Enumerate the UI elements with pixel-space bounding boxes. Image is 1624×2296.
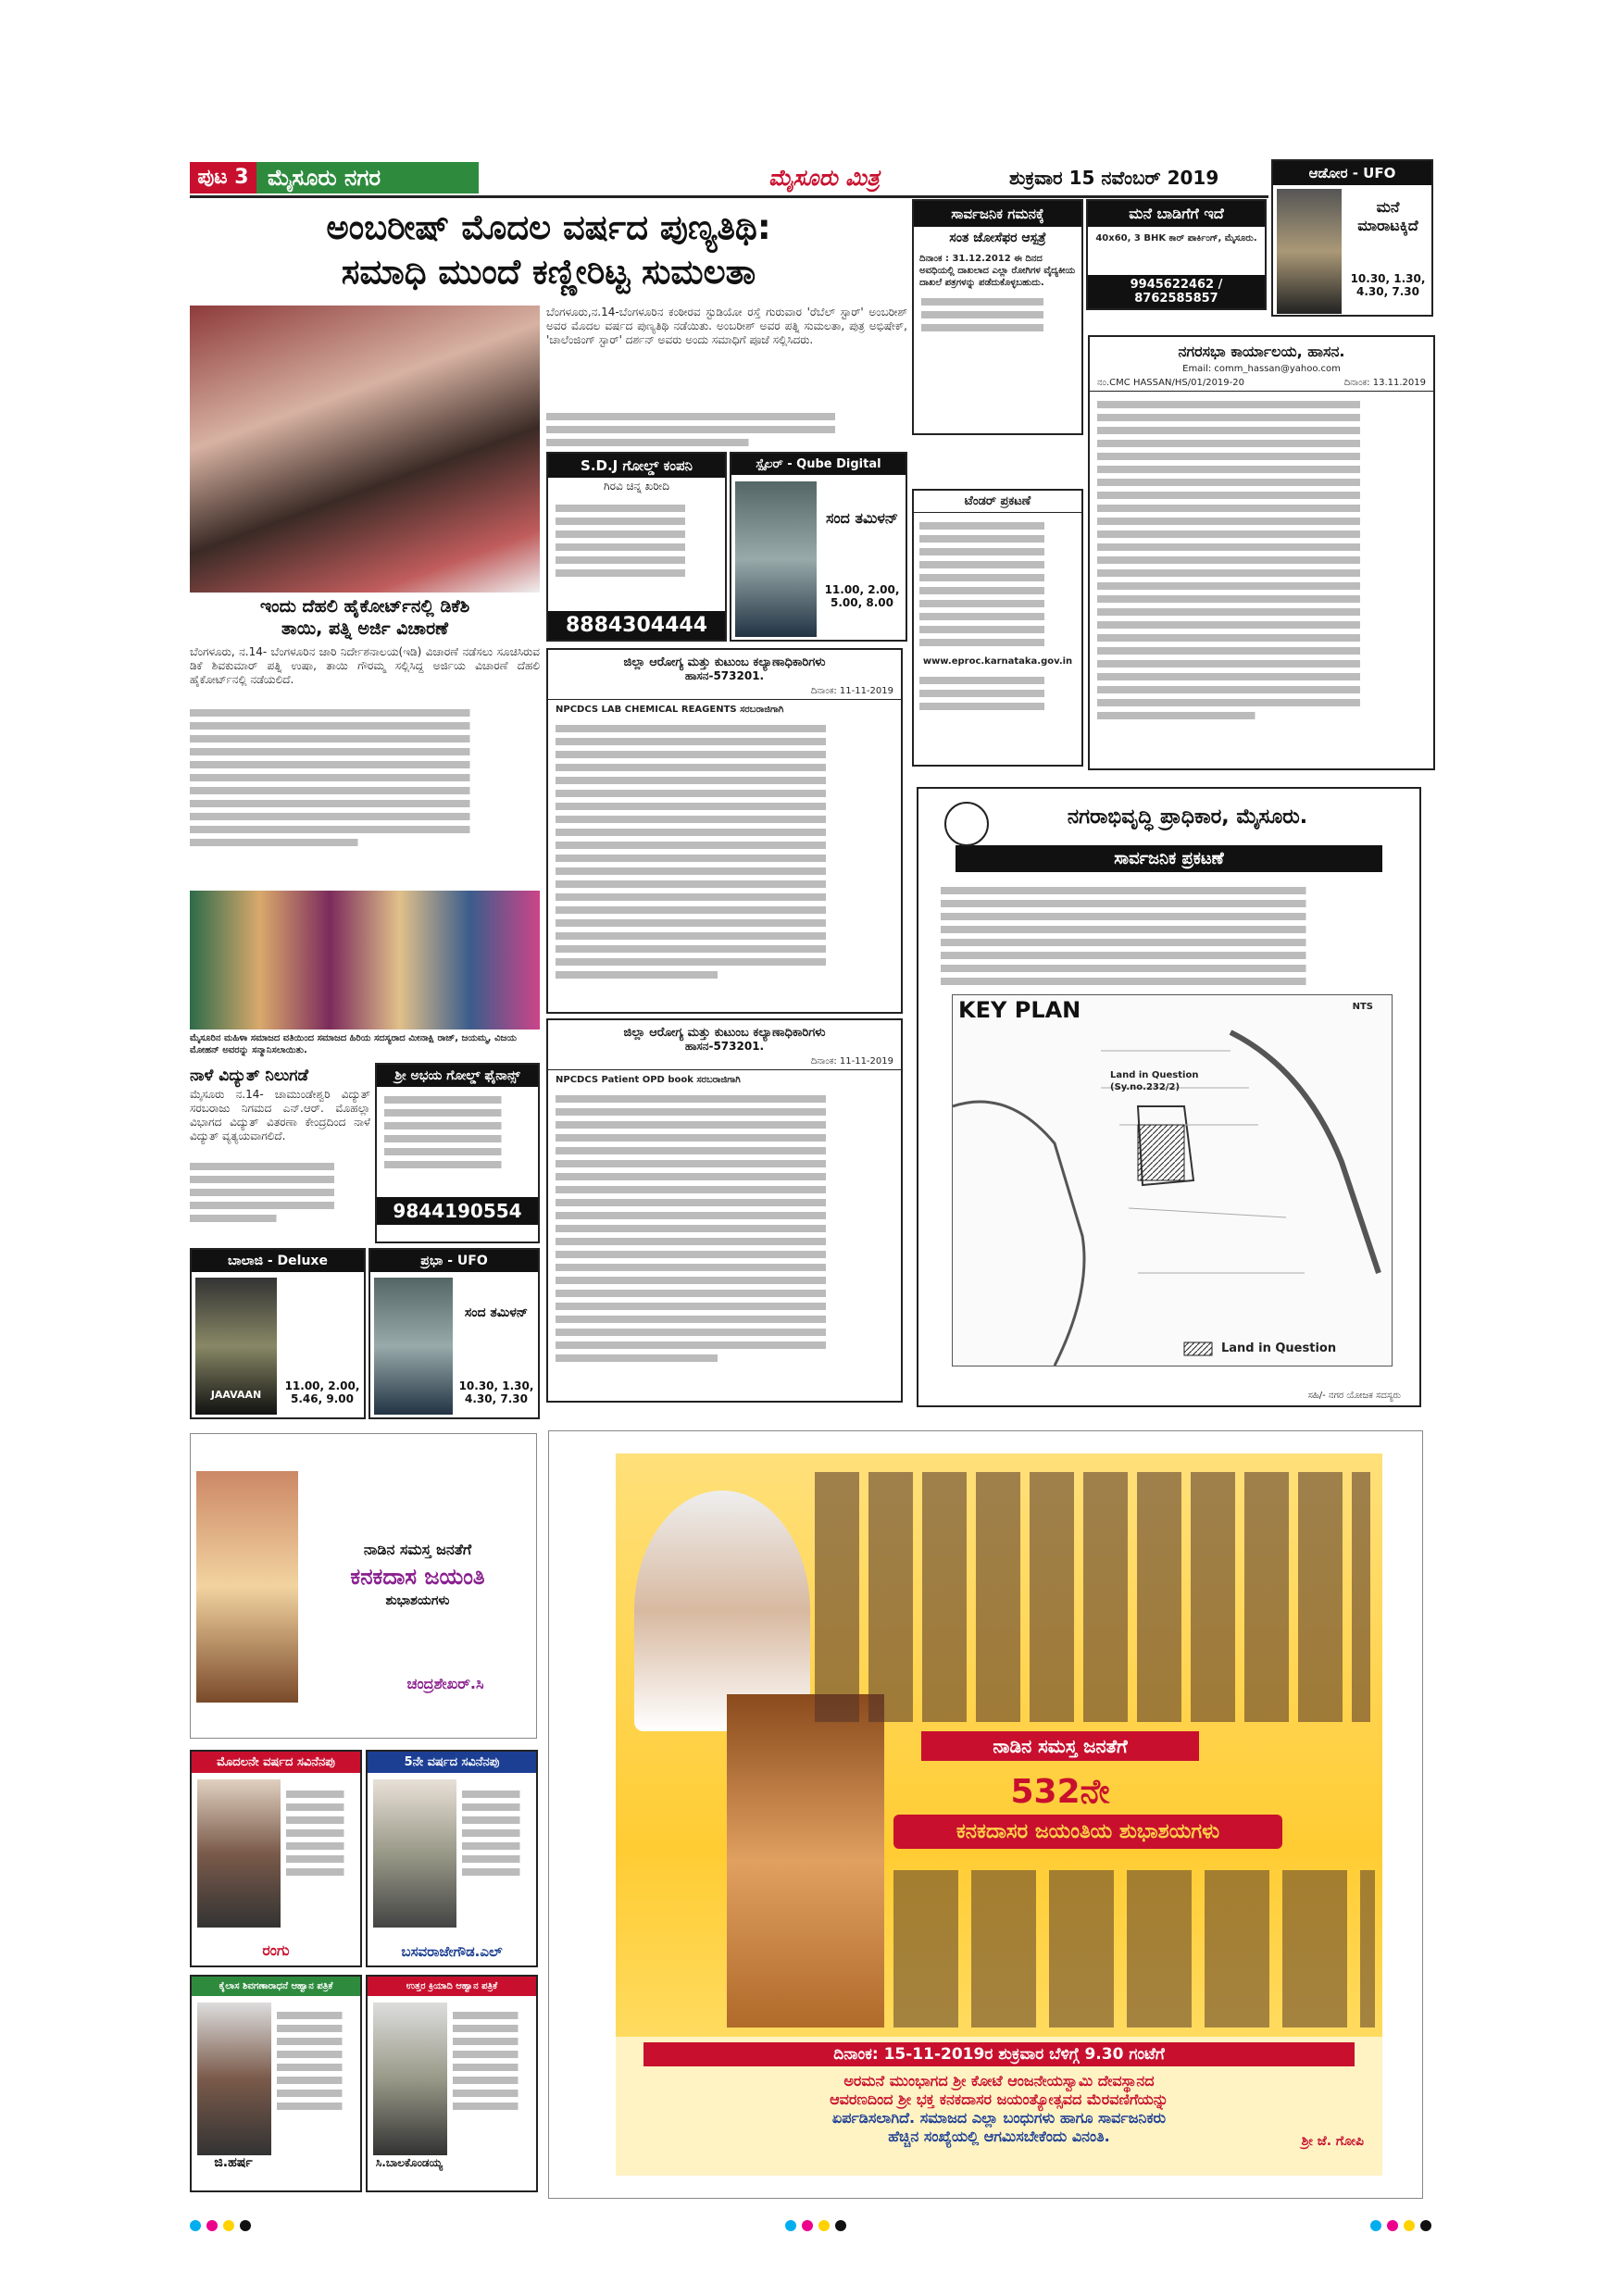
house-rent-ad [1086,199,1267,310]
health-notice-1 [546,648,903,1014]
reg-dot [1387,2220,1398,2231]
sdj-sub: ಗಿರವಿ ಚಿನ್ನ ಖರೀದಿ [604,480,669,493]
health2-title: ಜಿಲ್ಲಾ ಆರೋಗ್ಯ ಮತ್ತು ಕುಟುಂಬ ಕಲ್ಯಾಣಾಧಿಕಾರಿಗಳು [623,1026,826,1040]
obituary-2 [366,1750,538,1967]
health2-subject: NPCDCS Patient OPD book ಸರಬರಾಜಿಗಾಗಿ [556,1075,741,1085]
story3-title: ನಾಳೆ ವಿದ್ಯುತ್ ನಿಲುಗಡೆ [190,1067,308,1085]
obituary-3 [190,1975,362,2192]
reg-dot [223,2220,234,2231]
kanaka-saint-image [727,1694,884,2028]
abhaya-phone: 9844190554 [377,1197,538,1225]
obit1-photo [197,1779,281,1928]
group-photo-caption: ಮೈಸೂರಿನ ಮಹಿಳಾ ಸಮಾಜದ ವತಿಯಿಂದ ಸಮಾಜದ ಹಿರಿಯ ಸದಸ್ಯರಾದ ಮೀನಾಕ್ಷಿ ರಾಜ್, ಜಯಮ್ಮ, ವಿಜಯ ಮೋಹನ್ ಅವರನ್ನು ಸನ್ಮಾನಿಸಲಾಯಿತು. [190,1033,517,1055]
kanaka-big-line4: ಏರ್ಪಡಿಸಲಾಗಿದೆ. ಸಮಾಜದ ಎಲ್ಲಾ ಬಂಧುಗಳು ಹಾಗೂ ಸಾರ್ವಜನಿಕರು [831,2109,1167,2127]
reg-dot [835,2220,846,2231]
story2-title [190,595,540,640]
adora-poster [1277,189,1342,314]
header-rule [190,195,1268,198]
reg-dot [240,2220,251,2231]
key-plan-map [952,994,1393,1366]
public-notice-title: ಸಾರ್ವಜನಿಕ ಗಮನಕ್ಕೆ [914,201,1081,227]
land-legend-label: Land in Question [1221,1341,1337,1355]
page-badge: ಪುಟ 3 [190,162,256,193]
reg-dot [1370,2220,1381,2231]
balaji-movie-ad [190,1248,366,1419]
hassan-ref: ನಂ.CMC HASSAN/HS/01/2019-20 [1097,378,1244,388]
kanaka-big-sponsor: ಶ್ರೀ ಜೆ. ಗೋಪಿ [1301,2134,1364,2149]
masthead-logo: ಮೈಸೂರು ಮಿತ್ರ [768,165,880,191]
group-photo [190,891,540,1029]
kanaka-big-line2: ಅರಮನೆ ಮುಂಭಾಗದ ಶ್ರೀ ಕೋಟೆ ಆಂಜನೇಯಸ್ವಾಮಿ ದೇವಸ್ಥಾನದ [843,2072,1155,2090]
health2-date: ದಿನಾಂಕ: 11-11-2019 [548,1054,901,1070]
sdj-phone: 8884304444 [548,611,725,640]
kanaka-big-line5: ಹೆಚ್ಚಿನ ಸಂಖ್ಯೆಯಲ್ಲಿ ಆಗಮಿಸಬೇಕೆಂದು ವಿನಂತಿ. [888,2128,1110,2145]
health1-title: ಜಿಲ್ಲಾ ಆರೋಗ್ಯ ಮತ್ತು ಕುಟುಂಬ ಕಲ್ಯಾಣಾಧಿಕಾರಿಗಳು [623,655,826,669]
reg-dot [1420,2220,1431,2231]
kanaka-big-title: ಕನಕದಾಸರ ಜಯಂತಿಯ ಶುಭಾಶಯಗಳು [893,1815,1282,1849]
balaji-timings: 11.00, 2.00, 5.46, 9.00 [284,1379,360,1405]
sdj-gold-ad [546,452,727,642]
adora-movie: ಮನೆ ಮಾರಾಟಕ್ಕಿದೆ [1357,198,1418,234]
sdj-title: S.D.J ಗೋಲ್ಡ್ ಕಂಪನಿ [548,454,725,478]
obit2-name: ಬಸವರಾಜೇಗೌಡ.ಎಲ್ [401,1943,503,1960]
rent-title: ಮನೆ ಬಾಡಿಗೆಗೆ ಇದೆ [1088,201,1265,227]
story2-body: ಬೆಂಗಳೂರು, ನ.14- ಬೆಂಗಳೂರಿನ ಜಾರಿ ನಿರ್ದೇಶನಾಲಯ(ಇಡಿ) ವಿಚಾರಣೆ ನಡೆಸಲು ಸೂಚಿಸಿರುವ ಡಿಕೆ ಶಿವಕುಮಾರ್ ಪತ್ನಿ ಉಷಾ, ತಾಯಿ ಗೌರಮ್ಮ ಸಲ್ಲಿಸಿದ್ದ ಅರ್ಜಿಯ ವಿಚಾರಣೆ ದೆಹಲಿ ಹೈಕೋರ್ಟ್‌ನಲ್ಲಿ ನಡೆಯಲಿದೆ. [190,645,540,686]
section-title: ಮೈಸೂರು ನಗರ [256,162,479,193]
portrait-grid-2 [893,1870,1375,2028]
story3-filler [190,1157,370,1228]
headline [190,206,907,298]
key-plan-drawing [953,995,1392,1366]
prabha-title: ಪ್ರಭಾ - UFO [370,1250,538,1272]
obit3-photo [197,2003,271,2155]
kanaka-small-sub: ಶುಭಾಶಯಗಳು [385,1593,450,1608]
reg-dot [1404,2220,1415,2231]
muda-title: ನಗರಾಭಿವೃದ್ಧಿ ಪ್ರಾಧಿಕಾರ, ಮೈಸೂರು. [1067,805,1308,829]
reg-dot [206,2220,218,2231]
obit4-name: ಸಿ.ಬಾಲಕೊಂಡಯ್ಯ [375,2156,443,2169]
reg-dot [802,2220,813,2231]
obit3-title: ಕೈಲಾಸ ಶಿವಗಣಾರಾಧನೆ ಆಹ್ವಾನ ಪತ್ರಿಕೆ [192,1977,360,1996]
obit3-name: ಜಿ.ಹರ್ಷ [214,2155,253,2170]
qube-poster [735,481,817,637]
kanaka-small-title: ಕನಕದಾಸ ಜಯಂತಿ [350,1564,485,1590]
prabha-movie-ad [369,1248,540,1419]
reg-dot [190,2220,201,2231]
abhaya-title: ಶ್ರೀ ಅಭಯ ಗೋಲ್ಡ್ ಫೈನಾನ್ಸ್ [377,1065,538,1087]
qube-timings: 11.00, 2.00, 5.00, 8.00 [824,583,900,609]
abhaya-gold-ad [375,1063,540,1243]
public-notice-body: ದಿನಾಂಕ : 31.12.2012 ಈ ದಿನದ ಅವಧಿಯಲ್ಲಿ ದಾಖಲಾದ ಎಲ್ಲಾ ರೋಗಿಗಳ ವೈದ್ಯಕೀಯ ದಾಖಲೆ ಪತ್ರಗಳನ್ನು ಪಡೆದುಕೊಳ್ಳಬಹುದು. [919,254,1076,288]
obituary-1 [190,1750,362,1967]
adora-movie-ad [1271,159,1433,317]
story2-filler [190,704,540,889]
kanaka-big-line3: ಆವರಣದಿಂದ ಶ್ರೀ ಭಕ್ತ ಕನಕದಾಸರ ಜಯಂತ್ಯೋತ್ಸವದ ಮೆರವಣಿಗೆಯನ್ನು [830,2090,1168,2108]
qube-movie: ಸಂದ ತಮಿಳನ್ [825,509,899,527]
kanaka-big-info [616,2037,1382,2176]
portrait-grid [815,1472,1370,1722]
hassan-email: Email: comm_hassan@yahoo.com [1182,364,1341,374]
kanaka-small-greet: ನಾಡಿನ ಸಮಸ್ತ ಜನತೆಗೆ [363,1541,472,1558]
kanaka-big-num: 532ನೇ [1010,1773,1110,1811]
tender-url: www.eproc.karnataka.gov.in [922,656,1073,667]
headline-line-1: ಅಂಬರೀಷ್ ಮೊದಲ ವರ್ಷದ ಪುಣ್ಯತಿಥಿ: [326,207,771,247]
qube-title: ಸ್ಪೈಲರ್ - Qube Digital [731,454,906,475]
obit1-title: ಮೊದಲನೇ ವರ್ಷದ ಸವಿನೆನಪು [192,1752,360,1773]
prabha-poster [374,1278,453,1415]
tender-title: ಟೆಂಡರ್ ಪ್ರಕಟಣೆ [914,491,1081,513]
hassan-date: ದಿನಾಂಕ: 13.11.2019 [1343,378,1426,388]
kanaka-big-greet: ನಾಡಿನ ಸಮಸ್ತ ಜನತೆಗೆ [921,1731,1199,1761]
health2-place: ಹಾಸನ-573201. [684,1040,765,1053]
hassan-cmc-notice [1088,335,1435,770]
public-notice-sub: ಸಂತ ಜೋಸೆಫರ ಆಸ್ಪತ್ರೆ [949,231,1046,245]
tender-notice [912,489,1083,767]
land-question-label: Land in Question (Sy.no.232/2) [1110,1070,1199,1092]
story1-filler [546,407,907,454]
prabha-movie: ಸಂದ ತಮಿಳನ್ [464,1305,529,1320]
balaji-title: ಬಾಲಾಜಿ - Deluxe [192,1250,364,1272]
obit2-photo [373,1779,456,1928]
prabha-timings: 10.30, 1.30, 4.30, 7.30 [458,1379,534,1405]
public-notice-hospital [912,199,1083,435]
kanaka-small-saint [196,1471,298,1703]
qube-movie-ad [730,452,907,642]
kanaka-big-date: ದಿನಾಂಕ: 15-11-2019ರ ಶುಕ್ರವಾರ ಬೆಳಿಗ್ಗೆ 9.30 ಗಂಟೆಗೆ [643,2042,1355,2066]
balaji-movie: JAAVAAN [210,1389,262,1401]
reg-dot [785,2220,796,2231]
story2-title-1: ಇಂದು ದೆಹಲಿ ಹೈಕೋರ್ಟ್‌ನಲ್ಲಿ ಡಿಕೆಶಿ [259,596,470,617]
headline-line-2: ಸಮಾಧಿ ಮುಂದೆ ಕಣ್ಣೀರಿಟ್ಟ ಸುಮಲತಾ [341,252,756,292]
muda-notice [917,787,1421,1407]
reg-dot [818,2220,830,2231]
health1-place: ಹಾಸನ-573201. [684,669,765,682]
health1-subject: NPCDCS LAB CHEMICAL REAGENTS ಸರಬರಾಜಿಗಾಗಿ [556,705,784,715]
obit4-photo [373,2003,447,2155]
key-plan-title: KEY PLAN [958,997,1081,1023]
rent-phone: 9945622462 / 8762585857 [1088,275,1265,308]
muda-public-notice: ಸಾರ್ವಜನಿಕ ಪ್ರಕಟಣೆ [956,845,1382,872]
hassan-title: ನಗರಸಭಾ ಕಾರ್ಯಾಲಯ, ಹಾಸನ. [1178,343,1345,360]
obit1-name: ರಂಗು [262,1941,290,1959]
adora-title: ಆಡೋರ - UFO [1273,161,1431,185]
story3-body: ಮೈಸೂರು ನ.14- ಚಾಮುಂಡೇಶ್ವರಿ ವಿದ್ಯುತ್ ಸರಬರಾಜು ನಿಗಮದ ಎನ್.ಆರ್. ಮೊಹಲ್ಲಾ ವಿಭಾಗದ ವಿದ್ಯುತ್ ವಿತರಣಾ ಕೇಂದ್ರದಿಂದ ನಾಳೆ ವಿದ್ಯುತ್ ವ್ಯತ್ಯಯವಾಗಲಿದೆ. [190,1088,370,1142]
obit2-title: 5ನೇ ವರ್ಷದ ಸವಿನೆನಪು [368,1752,536,1773]
obit4-title: ಉತ್ತರ ಕ್ರಿಯಾದಿ ಆಹ್ವಾನ ಪತ್ರಿಕೆ [368,1977,536,1996]
adora-timings: 10.30, 1.30, 4.30, 7.30 [1350,272,1426,298]
kanaka-small-name: ಚಂದ್ರಶೇಖರ್.ಸಿ [406,1675,484,1692]
story2-title-2: ತಾಯಿ, ಪತ್ನಿ ಅರ್ಜಿ ವಿಚಾರಣೆ [281,618,448,639]
obituary-4 [366,1975,538,2192]
issue-date: ಶುಕ್ರವಾರ 15 ನವೆಂಬರ್ 2019 [1009,167,1219,189]
muda-sign: ಸಹಿ/- ನಗರ ಯೋಜಕ ಸದಸ್ಯರು [1307,1391,1401,1401]
story1-body: ಬೆಂಗಳೂರು,ನ.14-ಬೆಂಗಳೂರಿನ ಕಂಠೀರವ ಸ್ಟುಡಿಯೋ ರಸ್ತೆ ಗುರುವಾರ 'ರೆಬೆಲ್ ಸ್ಟಾರ್' ಅಂಬರೀಶ್ ಅವರ ಮೊದಲ ವರ್ಷದ ಪುಣ್ಯತಿಥಿ ನಡೆಯಿತು. ಅಂಬರೀಶ್ ಅವರ ಪತ್ನಿ ಸುಮಲತಾ, ಪುತ್ರ ಅಭಿಷೇಕ್, 'ಚಾಲೆಂಜಿಂಗ್ ಸ್ಟಾರ್' ದರ್ಶನ್ ಅವರು ಅಂದು ಸಮಾಧಿಗೆ ಪೂಜೆ ಸಲ್ಲಿಸಿದರು. [546,306,907,346]
health1-date: ದಿನಾಂಕ: 11-11-2019 [548,683,901,700]
rent-body: 40x60, 3 BHK ಕಾರ್ ಪಾರ್ಕಿಂಗ್, ಮೈಸೂರು. [1095,233,1257,243]
key-plan-nts: NTS [1352,1002,1373,1012]
health-notice-2 [546,1018,903,1403]
sumalatha-photo [190,306,540,593]
muda-emblem-icon [944,802,989,846]
kanaka-big-ad [616,1454,1382,2176]
kanaka-small-ad [190,1433,537,1739]
